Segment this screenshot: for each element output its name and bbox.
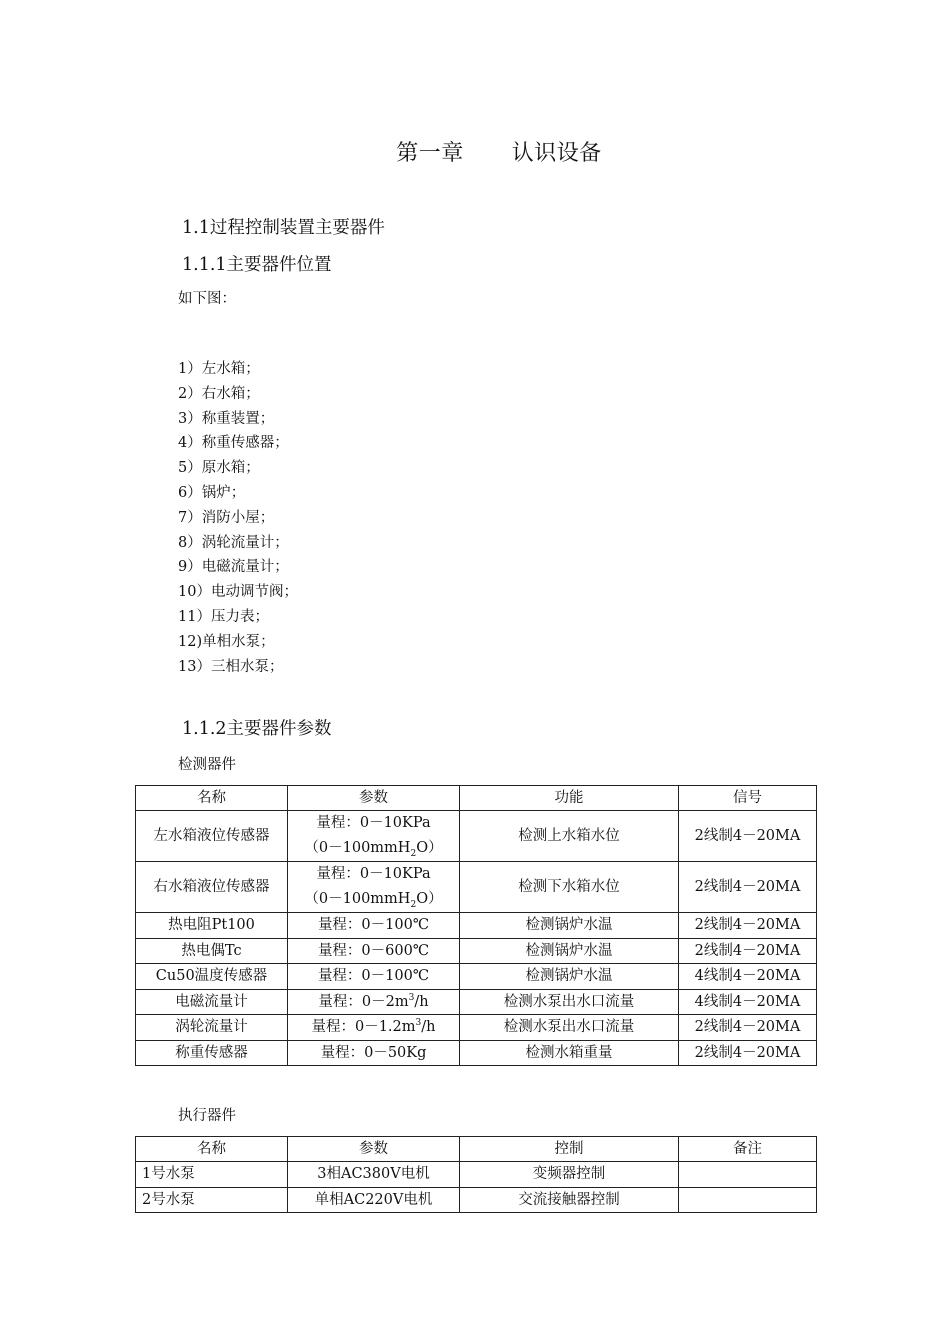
list-item: 1）左水箱； — [178, 361, 260, 377]
section-heading-1-1-1: 1.1.1主要器件位置 — [182, 255, 332, 275]
cell-param: 单相AC220V电机 — [288, 1187, 460, 1213]
cell-note — [679, 1187, 817, 1213]
cell-param: 量程：$0-2m^3/h$ — [288, 989, 460, 1015]
table-row — [136, 989, 817, 1015]
cell-note — [679, 1162, 817, 1188]
cell-param: 量程：0－600℃ — [288, 938, 460, 964]
device-list — [178, 357, 298, 679]
cell-name: 左水箱液位传感器 — [136, 811, 288, 862]
list-item: 6）锅炉； — [178, 484, 246, 501]
cell-function: 检测下水箱水位 — [460, 862, 679, 913]
list-item: 7）消防小屋； — [178, 509, 275, 526]
cell-function: 检测水箱重量 — [460, 1040, 679, 1066]
table-row — [136, 1162, 817, 1188]
cell-name: 热电阻Pt100 — [136, 913, 288, 939]
section-heading-1-1-2: 1.1.2主要器件参数 — [182, 719, 332, 739]
cell-signal: 2线制4－20MA — [679, 811, 817, 862]
column-header: 控制 — [460, 1137, 679, 1162]
param-line: 量程：0－10KPa — [316, 866, 431, 882]
cell-name: 热电偶Tc — [136, 938, 288, 964]
table-row — [136, 1187, 817, 1213]
chapter-heading — [0, 136, 950, 167]
table-row — [136, 811, 817, 862]
cell-signal: 2线制4－20MA — [679, 862, 817, 913]
list-item: 10）电动调节阀； — [178, 584, 298, 601]
table-header-row — [136, 1137, 817, 1162]
cell-signal: 2线制4－20MA — [679, 913, 817, 939]
column-header: 功能 — [460, 786, 679, 811]
table-row — [136, 862, 817, 913]
list-item: 3）称重装置； — [178, 410, 275, 427]
cell-function: 检测上水箱水位 — [460, 811, 679, 862]
param-line: （0－100mmH$_2$O） — [304, 840, 443, 859]
table-row — [136, 964, 817, 990]
column-header: 参数 — [288, 1137, 460, 1162]
cell-signal: 2线制4－20MA — [679, 1040, 817, 1066]
chapter-title: 认识设备 — [511, 141, 602, 166]
chapter-number: 第一章 — [396, 141, 464, 166]
table-row — [136, 913, 817, 939]
cell-signal: 4线制4－20MA — [679, 989, 817, 1015]
cell-function: 检测锅炉水温 — [460, 964, 679, 990]
cell-name: 2号水泵 — [136, 1187, 288, 1213]
detection-table — [135, 785, 817, 1066]
table-row — [136, 1015, 817, 1041]
list-item: 11）压力表； — [178, 608, 269, 625]
cell-signal: 4线制4－20MA — [679, 964, 817, 990]
cell-function: 检测锅炉水温 — [460, 938, 679, 964]
param-line: （0－100mmH$_2$O） — [304, 891, 443, 910]
cell-param: 量程：$0-1.2m^3/h$ — [288, 1015, 460, 1041]
cell-name: 右水箱液位传感器 — [136, 862, 288, 913]
cell-param: 3相AC380V电机 — [288, 1162, 460, 1188]
list-item: 8）涡轮流量计； — [178, 534, 289, 551]
list-item: 13）三相水泵； — [178, 658, 284, 675]
detection-caption: 检测器件 — [178, 757, 236, 773]
cell-function: 检测水泵出水口流量 — [460, 989, 679, 1015]
column-header: 信号 — [679, 786, 817, 811]
section-heading-1-1: 1.1过程控制装置主要器件 — [182, 218, 385, 238]
cell-name: 称重传感器 — [136, 1040, 288, 1066]
cell-name: 涡轮流量计 — [136, 1015, 288, 1041]
list-item: 5）原水箱； — [178, 460, 260, 477]
cell-param: 量程：0－50Kg — [288, 1040, 460, 1066]
cell-param: 量程：0－100℃ — [288, 913, 460, 939]
cell-signal: 2线制4－20MA — [679, 938, 817, 964]
actuator-caption: 执行器件 — [178, 1108, 236, 1124]
column-header: 备注 — [679, 1137, 817, 1162]
column-header: 参数 — [288, 786, 460, 811]
cell-function: 检测锅炉水温 — [460, 913, 679, 939]
cell-name: Cu50温度传感器 — [136, 964, 288, 990]
cell-param: 量程：0－100℃ — [288, 964, 460, 990]
intro-text: 如下图： — [178, 291, 236, 307]
table-header-row — [136, 786, 817, 811]
table-row — [136, 1040, 817, 1066]
cell-control: 交流接触器控制 — [460, 1187, 679, 1213]
param-line: 量程：0－10KPa — [316, 815, 431, 831]
list-item: 4）称重传感器； — [178, 435, 289, 452]
cell-param — [288, 862, 460, 913]
cell-signal: 2线制4－20MA — [679, 1015, 817, 1041]
cell-name: 1号水泵 — [136, 1162, 288, 1188]
column-header: 名称 — [136, 1137, 288, 1162]
actuator-table — [135, 1136, 817, 1213]
cell-function: 检测水泵出水口流量 — [460, 1015, 679, 1041]
cell-control: 变频器控制 — [460, 1162, 679, 1188]
table-row — [136, 938, 817, 964]
column-header: 名称 — [136, 786, 288, 811]
list-item: 9）电磁流量计； — [178, 559, 289, 576]
cell-param — [288, 811, 460, 862]
list-item: 12)单相水泵； — [178, 633, 275, 650]
cell-name: 电磁流量计 — [136, 989, 288, 1015]
list-item: 2）右水箱； — [178, 385, 260, 402]
